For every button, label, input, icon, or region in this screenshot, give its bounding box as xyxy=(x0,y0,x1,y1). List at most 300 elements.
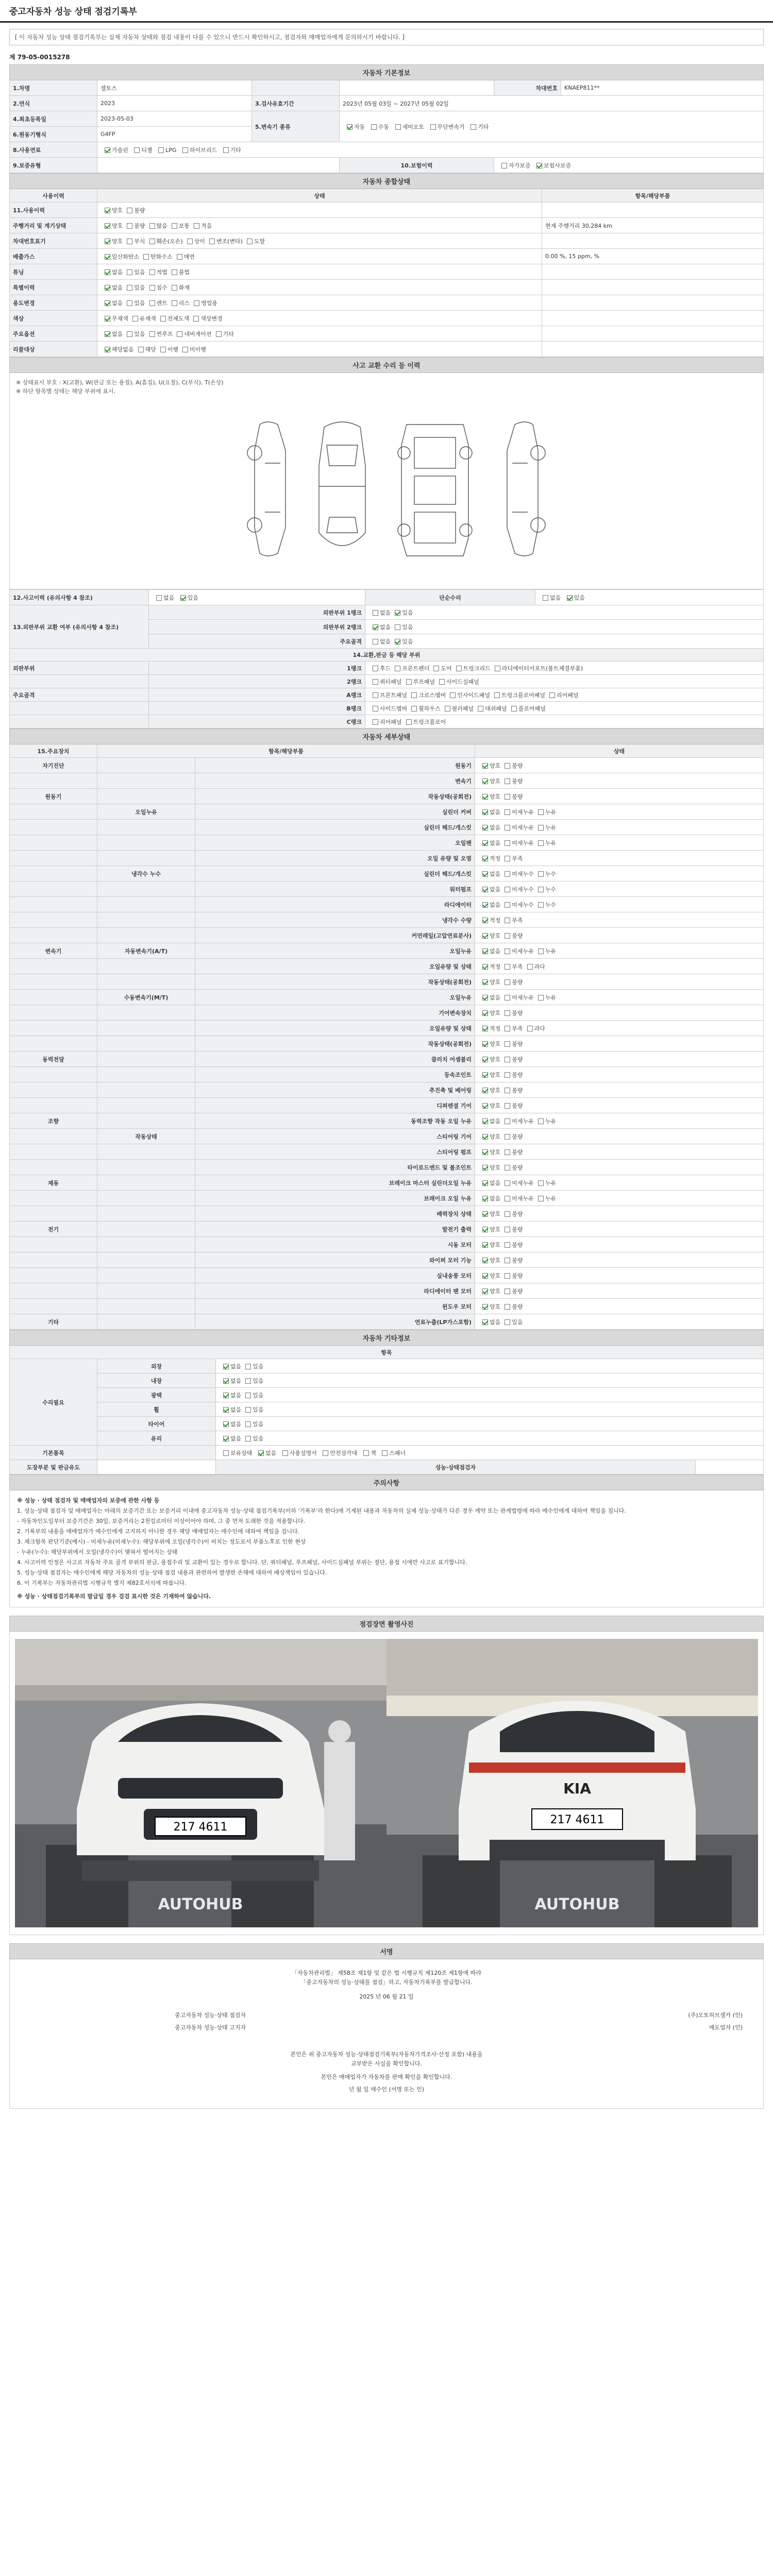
option-label: 미세누유 xyxy=(512,808,534,816)
checkbox-other-0-0[interactable] xyxy=(223,1364,229,1369)
detail-status xyxy=(475,789,764,804)
detail-row xyxy=(10,1191,764,1206)
detail-item: 작동상태(공회전) xyxy=(195,974,475,990)
checkbox-hybrid[interactable] xyxy=(182,147,188,153)
checkbox-other-4-1[interactable] xyxy=(245,1421,251,1427)
checkbox-detail-25-0[interactable] xyxy=(482,1149,488,1155)
checkbox-general-3-1[interactable] xyxy=(143,254,149,260)
checkbox-detail-5-2[interactable] xyxy=(538,840,544,846)
issuer-label: 중고자동차 성능·상태 고지자 xyxy=(175,2024,246,2031)
damage-diagram xyxy=(9,373,764,589)
label-exchanged-parts: 14.교환,판금 등 해당 부위 xyxy=(10,649,764,662)
option-label: 과다 xyxy=(534,963,545,970)
checkbox-jack[interactable] xyxy=(363,1450,369,1456)
detail-subgroup xyxy=(97,1222,195,1237)
checkbox-general-2-5[interactable] xyxy=(247,239,253,244)
checkbox-other-5-0[interactable] xyxy=(223,1436,229,1442)
option-label: 없음 xyxy=(230,1420,242,1428)
checkbox-general-0-1[interactable] xyxy=(127,208,132,213)
checkbox-general-3-2[interactable] xyxy=(177,254,182,260)
checkbox-general-2-0[interactable] xyxy=(105,239,110,244)
general-row-label: 주행거리 및 계기상태 xyxy=(10,218,97,233)
general-row-options xyxy=(97,280,542,295)
issuer-value: 매도업자 (인) xyxy=(709,2024,743,2031)
checkbox-detail-17-2[interactable] xyxy=(527,1026,533,1031)
photos-section xyxy=(9,1616,764,1632)
checkbox-general-8-1[interactable] xyxy=(127,331,132,337)
checkbox-detail-0-1[interactable] xyxy=(505,763,510,769)
checkbox-manual[interactable] xyxy=(371,124,377,130)
checkbox-part-1-0[interactable] xyxy=(373,679,378,685)
photo-front[interactable] xyxy=(15,1639,386,1927)
checkbox-detail-27-0[interactable] xyxy=(482,1180,488,1186)
checkbox-detail-21-0[interactable] xyxy=(482,1088,488,1093)
option-label: 양호 xyxy=(490,1287,501,1295)
photo-rear[interactable] xyxy=(386,1639,758,1927)
checkbox-general-6-4[interactable] xyxy=(194,300,199,306)
parts-rank: A랭크 xyxy=(149,688,365,702)
checkbox-part-4-1[interactable] xyxy=(406,719,412,725)
checkbox-detail-26-0[interactable] xyxy=(482,1165,488,1171)
option-label: 과다 xyxy=(534,1025,545,1032)
detail-group xyxy=(10,1021,97,1036)
checkbox-panel1-none[interactable] xyxy=(373,610,378,616)
checkbox-part-2-4[interactable] xyxy=(549,692,555,698)
checkbox-detail-13-2[interactable] xyxy=(527,964,533,970)
checkbox-panel2-yes[interactable] xyxy=(395,624,400,630)
checkbox-other-1-0[interactable] xyxy=(223,1378,229,1384)
checkbox-detail-30-1[interactable] xyxy=(505,1227,510,1232)
checkbox-general-2-4[interactable] xyxy=(209,239,215,244)
checkbox-detail-28-0[interactable] xyxy=(482,1196,488,1201)
checkbox-insurer-warranty[interactable] xyxy=(536,163,542,168)
checkbox-detail-32-1[interactable] xyxy=(505,1258,510,1263)
detail-row xyxy=(10,789,764,804)
checkbox-detail-16-0[interactable] xyxy=(482,1010,488,1016)
checkbox-detail-34-0[interactable] xyxy=(482,1289,488,1294)
checkbox-detail-4-1[interactable] xyxy=(505,825,510,831)
detail-status xyxy=(475,959,764,974)
checkbox-general-2-2[interactable] xyxy=(149,239,155,244)
checkbox-detail-5-0[interactable] xyxy=(482,840,488,846)
checkbox-detail-4-2[interactable] xyxy=(538,825,544,831)
photo-gallery xyxy=(9,1632,764,1935)
checkbox-detail-35-0[interactable] xyxy=(482,1304,488,1310)
detail-status xyxy=(475,1314,764,1330)
option-label: 미세누수 xyxy=(512,901,534,908)
checkbox-frame-none[interactable] xyxy=(373,639,378,645)
checkbox-detail-34-1[interactable] xyxy=(505,1289,510,1294)
general-row-label: 주요옵션 xyxy=(10,326,97,342)
checkbox-part-0-4[interactable] xyxy=(495,666,500,671)
notes-box xyxy=(9,1490,764,1607)
option-label: 있음 xyxy=(134,330,145,337)
detail-subgroup xyxy=(97,1160,195,1175)
detail-item: 연료누출(LP가스포함) xyxy=(195,1314,475,1330)
checkbox-detail-18-0[interactable] xyxy=(482,1041,488,1047)
checkbox-part-1-1[interactable] xyxy=(406,679,412,685)
option-label: 없음 xyxy=(112,268,123,276)
checkbox-detail-6-1[interactable] xyxy=(505,856,510,861)
checkbox-detail-7-2[interactable] xyxy=(538,871,544,877)
checkbox-general-2-3[interactable] xyxy=(187,239,193,244)
checkbox-detail-19-0[interactable] xyxy=(482,1057,488,1062)
checkbox-general-9-1[interactable] xyxy=(138,347,144,352)
detail-row xyxy=(10,1268,764,1283)
checkbox-detail-11-1[interactable] xyxy=(505,933,510,939)
checkbox-detail-5-1[interactable] xyxy=(505,840,510,846)
checkbox-detail-9-2[interactable] xyxy=(538,902,544,908)
checkbox-detail-29-0[interactable] xyxy=(482,1211,488,1217)
checkbox-general-5-1[interactable] xyxy=(127,285,132,291)
option-label: 리어패널 xyxy=(557,691,579,699)
detail-group xyxy=(10,928,97,943)
general-row-label: 리콜대상 xyxy=(10,342,97,357)
checkbox-general-6-1[interactable] xyxy=(127,300,132,306)
checkbox-lpg[interactable] xyxy=(158,147,164,153)
checkbox-detail-17-1[interactable] xyxy=(505,1026,510,1031)
checkbox-detail-27-1[interactable] xyxy=(505,1180,510,1186)
checkbox-general-7-1[interactable] xyxy=(132,316,138,321)
checkbox-detail-31-1[interactable] xyxy=(505,1242,510,1248)
detail-item: 실린더 커버 xyxy=(195,804,475,820)
checkbox-detail-6-0[interactable] xyxy=(482,856,488,861)
checkbox-detail-8-0[interactable] xyxy=(482,887,488,892)
option-label: 부식 xyxy=(134,238,145,245)
checkbox-manual-book[interactable] xyxy=(282,1450,288,1456)
checkbox-frame-yes[interactable] xyxy=(395,639,400,645)
checkbox-part-2-0[interactable] xyxy=(373,692,378,698)
section-title-general: 자동차 종합상태 xyxy=(10,174,764,189)
checkbox-detail-7-0[interactable] xyxy=(482,871,488,877)
checkbox-general-5-2[interactable] xyxy=(149,285,155,291)
checkbox-general-1-4[interactable] xyxy=(194,223,199,229)
checkbox-detail-23-2[interactable] xyxy=(538,1118,544,1124)
option-label: 도어 xyxy=(441,665,452,672)
detail-group xyxy=(10,1283,97,1299)
option-label: 없음 xyxy=(490,839,501,846)
checkbox-detail-1-1[interactable] xyxy=(505,778,510,784)
label-panel-exchange: 13.외판부위 교환 여부 (유의사항 4 참조) xyxy=(10,605,149,649)
checkbox-panel1-yes[interactable] xyxy=(395,610,400,616)
detail-status xyxy=(475,1113,764,1129)
checkbox-detail-15-2[interactable] xyxy=(538,995,544,1001)
checkbox-general-6-3[interactable] xyxy=(172,300,177,306)
checkbox-detail-32-0[interactable] xyxy=(482,1258,488,1263)
checkbox-detail-2-0[interactable] xyxy=(482,794,488,800)
checkbox-part-2-2[interactable] xyxy=(450,692,456,698)
checkbox-cvt[interactable] xyxy=(430,124,436,130)
checkbox-detail-23-1[interactable] xyxy=(505,1118,510,1124)
option-label: 화재 xyxy=(178,284,190,291)
checkbox-repair-none[interactable] xyxy=(543,595,548,601)
checkbox-detail-21-1[interactable] xyxy=(505,1088,510,1093)
checkbox-detail-1-0[interactable] xyxy=(482,778,488,784)
checkbox-other-0-1[interactable] xyxy=(245,1364,251,1369)
checkbox-detail-20-0[interactable] xyxy=(482,1072,488,1078)
other-item: 외장 xyxy=(97,1359,216,1374)
checkbox-panel2-none[interactable] xyxy=(373,624,378,630)
detail-group xyxy=(10,1036,97,1052)
checkbox-detail-9-0[interactable] xyxy=(482,902,488,908)
label-result: 성능·상태점검자 xyxy=(216,1460,696,1475)
checkbox-general-7-2[interactable] xyxy=(160,316,166,321)
checkbox-detail-2-1[interactable] xyxy=(505,794,510,800)
option-label: 불량 xyxy=(512,777,523,785)
option-label: 없음 xyxy=(490,1195,501,1202)
checkbox-part-2-3[interactable] xyxy=(494,692,500,698)
option-label: 적정 xyxy=(490,917,501,924)
checkbox-part-1-2[interactable] xyxy=(439,679,445,685)
checkbox-diesel[interactable] xyxy=(134,147,140,153)
option-label: 없음 xyxy=(490,1179,501,1187)
checkbox-general-8-3[interactable] xyxy=(177,331,182,337)
checkbox-detail-10-1[interactable] xyxy=(505,918,510,923)
checkbox-gasoline[interactable] xyxy=(105,147,110,153)
checkbox-detail-14-1[interactable] xyxy=(505,979,510,985)
option-label: 양호 xyxy=(490,1272,501,1279)
checkbox-detail-3-0[interactable] xyxy=(482,809,488,815)
general-row-note xyxy=(542,342,764,357)
checkbox-general-0-0[interactable] xyxy=(105,208,110,213)
checkbox-detail-0-0[interactable] xyxy=(482,763,488,769)
general-row-note: 0.00 %, 15 ppm, % xyxy=(542,249,764,264)
checkbox-general-6-2[interactable] xyxy=(149,300,155,306)
detail-item: 라디에이터 xyxy=(195,897,475,912)
checkbox-other-5-1[interactable] xyxy=(245,1436,251,1442)
checkbox-detail-4-0[interactable] xyxy=(482,825,488,831)
option-label: 없음 xyxy=(112,284,123,291)
checkbox-general-4-2[interactable] xyxy=(149,269,155,275)
checkbox-general-4-3[interactable] xyxy=(172,269,177,275)
checkbox-self-warranty[interactable] xyxy=(501,163,507,168)
checkbox-detail-11-0[interactable] xyxy=(482,933,488,939)
checkbox-general-2-1[interactable] xyxy=(127,239,132,244)
checkbox-spanner[interactable] xyxy=(382,1450,388,1456)
checkbox-general-1-3[interactable] xyxy=(172,223,177,229)
checkbox-detail-26-1[interactable] xyxy=(505,1165,510,1171)
detail-item: 동력조향 작동 오일 누유 xyxy=(195,1113,475,1129)
detail-group xyxy=(10,804,97,820)
checkbox-general-1-0[interactable] xyxy=(105,223,110,229)
other-row xyxy=(10,1359,764,1374)
parts-rank: B랭크 xyxy=(149,702,365,715)
checkbox-part-0-0[interactable] xyxy=(373,666,378,671)
other-item: 내장 xyxy=(97,1374,216,1388)
detail-group xyxy=(10,1098,97,1113)
checkbox-other-3-0[interactable] xyxy=(223,1407,229,1413)
option-label: 썬루프 xyxy=(156,330,173,337)
checkbox-detail-24-0[interactable] xyxy=(482,1134,488,1140)
option-label: 있음 xyxy=(253,1420,264,1428)
checkbox-general-6-0[interactable] xyxy=(105,300,110,306)
checkbox-repair-yes[interactable] xyxy=(567,595,573,601)
checkbox-items-hold[interactable] xyxy=(223,1450,229,1456)
document-title: 중고자동차 성능 상태 점검기록부 xyxy=(0,0,773,23)
checkbox-general-1-1[interactable] xyxy=(127,223,132,229)
checkbox-part-3-3[interactable] xyxy=(478,706,483,711)
checkbox-detail-17-0[interactable] xyxy=(482,1026,488,1031)
checkbox-fuel-other[interactable] xyxy=(223,147,229,153)
detail-group xyxy=(10,1129,97,1144)
detail-item: 실내송풍 모터 xyxy=(195,1268,475,1283)
other-options xyxy=(216,1359,764,1374)
checkbox-items-none[interactable] xyxy=(258,1450,264,1456)
checkbox-part-3-0[interactable] xyxy=(373,706,378,711)
detail-status xyxy=(475,820,764,835)
checkbox-detail-36-1[interactable] xyxy=(505,1319,510,1325)
checkbox-detail-27-2[interactable] xyxy=(538,1180,544,1186)
checkbox-general-4-1[interactable] xyxy=(127,269,132,275)
general-row-note xyxy=(542,311,764,326)
checkbox-other-1-1[interactable] xyxy=(245,1378,251,1384)
general-row xyxy=(10,326,764,342)
detail-row xyxy=(10,835,764,851)
checkbox-detail-16-1[interactable] xyxy=(505,1010,510,1016)
checkbox-general-1-2[interactable] xyxy=(149,223,155,229)
checkbox-detail-13-0[interactable] xyxy=(482,964,488,970)
detail-row xyxy=(10,1206,764,1222)
detail-subgroup xyxy=(97,789,195,804)
detail-subgroup xyxy=(97,1206,195,1222)
checkbox-general-9-0[interactable] xyxy=(105,347,110,352)
checkbox-detail-29-1[interactable] xyxy=(505,1211,510,1217)
checkbox-general-8-0[interactable] xyxy=(105,331,110,337)
checkbox-general-8-2[interactable] xyxy=(149,331,155,337)
checkbox-other-2-1[interactable] xyxy=(245,1393,251,1398)
basic-items-options: 보유상태 없음 사용설명서 안전삼각대 잭 스패너 xyxy=(216,1446,764,1460)
checkbox-detail-33-0[interactable] xyxy=(482,1273,488,1279)
checkbox-general-9-2[interactable] xyxy=(160,347,166,352)
general-row-note xyxy=(542,264,764,280)
parts-group xyxy=(10,715,149,728)
checkbox-semi-auto[interactable] xyxy=(395,124,401,130)
checkbox-auto[interactable] xyxy=(347,124,352,130)
detail-item: 배력장치 상태 xyxy=(195,1206,475,1222)
checkbox-detail-3-1[interactable] xyxy=(505,809,510,815)
note-line: 3. 체크항목 판단기준(예시) - 미세누유(미세누수): 해당부위에 오일(냉각수)이 비치는 정도로서 부품노후로 인한 현상 xyxy=(17,1538,306,1545)
checkbox-detail-35-1[interactable] xyxy=(505,1304,510,1310)
checkbox-general-4-0[interactable] xyxy=(105,269,110,275)
checkbox-other-4-0[interactable] xyxy=(223,1421,229,1427)
detail-row xyxy=(10,1052,764,1067)
warranty-options: 자가보증 보험사보증 xyxy=(494,158,764,173)
checkbox-general-5-0[interactable] xyxy=(105,285,110,291)
checkbox-detail-36-0[interactable] xyxy=(482,1319,488,1325)
checkbox-part-3-1[interactable] xyxy=(411,706,417,711)
checkbox-general-7-3[interactable] xyxy=(193,316,199,321)
checkbox-part-4-0[interactable] xyxy=(373,719,378,725)
cert-number xyxy=(9,53,764,61)
detail-item: 클러치 어셈블리 xyxy=(195,1052,475,1067)
checkbox-triangle[interactable] xyxy=(323,1450,328,1456)
checkbox-detail-15-0[interactable] xyxy=(482,995,488,1001)
detail-status xyxy=(475,1129,764,1144)
general-header-items: 항목/해당부품 xyxy=(542,189,764,202)
checkbox-part-0-2[interactable] xyxy=(433,666,439,671)
option-label: 없음 xyxy=(490,1117,501,1125)
checkbox-detail-9-1[interactable] xyxy=(505,902,510,908)
checkbox-detail-19-1[interactable] xyxy=(505,1057,510,1062)
checkbox-part-2-1[interactable] xyxy=(411,692,417,698)
checkbox-detail-12-2[interactable] xyxy=(538,948,544,954)
checkbox-part-3-4[interactable] xyxy=(511,706,517,711)
checkbox-detail-15-1[interactable] xyxy=(505,995,510,1001)
option-label: 없음 xyxy=(230,1377,242,1384)
checkbox-detail-12-0[interactable] xyxy=(482,948,488,954)
checkbox-general-8-4[interactable] xyxy=(216,331,222,337)
checkbox-detail-31-0[interactable] xyxy=(482,1242,488,1248)
option-label: 트렁크리드 xyxy=(463,665,491,672)
option-label: 불량 xyxy=(512,1071,523,1078)
option-label: 양호 xyxy=(112,207,123,214)
checkbox-part-0-3[interactable] xyxy=(456,666,462,671)
option-label: 탄화수소 xyxy=(150,253,173,260)
checkbox-general-3-0[interactable] xyxy=(105,254,110,260)
option-label: 양호 xyxy=(490,1210,501,1217)
checkbox-general-9-3[interactable] xyxy=(182,347,188,352)
checkbox-detail-30-0[interactable] xyxy=(482,1227,488,1232)
other-item: 휠 xyxy=(97,1402,216,1417)
checkbox-part-3-2[interactable] xyxy=(445,706,450,711)
autohub-logo-rear: AUTOHUB xyxy=(534,1895,620,1913)
checkbox-other-2-0[interactable] xyxy=(223,1393,229,1398)
checkbox-detail-7-1[interactable] xyxy=(505,871,510,877)
autohub-logo-front: AUTOHUB xyxy=(158,1895,243,1913)
other-header: 항목 xyxy=(10,1346,764,1359)
buyer-signature-line[interactable]: 년 월 일 매수인 (서명 또는 인) xyxy=(348,2086,425,2093)
checkbox-detail-14-0[interactable] xyxy=(482,979,488,985)
checkbox-detail-13-1[interactable] xyxy=(505,964,510,970)
car-underside-icon xyxy=(398,425,472,556)
checkbox-detail-22-1[interactable] xyxy=(505,1103,510,1109)
note-line: 2. 기록부의 내용을 매매업자가 매수인에게 고지하지 아니한 경우 해당 매매업자는 매수인에 대하여 책임을 집니다. xyxy=(17,1528,300,1535)
checkbox-part-0-1[interactable] xyxy=(395,666,400,671)
option-label: 불량 xyxy=(512,1148,523,1156)
notes-heading: ※ 성능 · 상태 점검자 및 매매업자의 보증에 관한 사항 등 xyxy=(17,1497,160,1504)
checkbox-detail-28-1[interactable] xyxy=(505,1196,510,1201)
option-label: 불량 xyxy=(512,1272,523,1279)
checkbox-detail-12-1[interactable] xyxy=(505,948,510,954)
checkbox-detail-20-1[interactable] xyxy=(505,1072,510,1078)
checkbox-detail-8-1[interactable] xyxy=(505,887,510,892)
option-label: 훼손(오손) xyxy=(156,238,183,245)
checkbox-other-3-1[interactable] xyxy=(245,1407,251,1413)
checkbox-detail-10-0[interactable] xyxy=(482,918,488,923)
checkbox-detail-3-2[interactable] xyxy=(538,809,544,815)
detail-item: 냉각수 수량 xyxy=(195,912,475,928)
detail-status xyxy=(475,1299,764,1314)
detail-group xyxy=(10,990,97,1005)
checkbox-other[interactable] xyxy=(470,124,476,130)
checkbox-general-7-0[interactable] xyxy=(105,316,110,321)
checkbox-detail-28-2[interactable] xyxy=(538,1196,544,1201)
checkbox-detail-8-2[interactable] xyxy=(538,887,544,892)
other-options xyxy=(216,1402,764,1417)
checkbox-detail-24-1[interactable] xyxy=(505,1134,510,1140)
checkbox-detail-23-0[interactable] xyxy=(482,1118,488,1124)
checkbox-accident-yes[interactable] xyxy=(180,595,186,601)
checkbox-detail-18-1[interactable] xyxy=(505,1041,510,1047)
checkbox-accident-none[interactable] xyxy=(156,595,162,601)
option-label: 미세누유 xyxy=(512,824,534,831)
checkbox-detail-25-1[interactable] xyxy=(505,1149,510,1155)
detail-group xyxy=(10,835,97,851)
checkbox-detail-33-1[interactable] xyxy=(505,1273,510,1279)
checkbox-general-5-3[interactable] xyxy=(172,285,177,291)
general-row-note xyxy=(542,280,764,295)
checkbox-detail-22-0[interactable] xyxy=(482,1103,488,1109)
